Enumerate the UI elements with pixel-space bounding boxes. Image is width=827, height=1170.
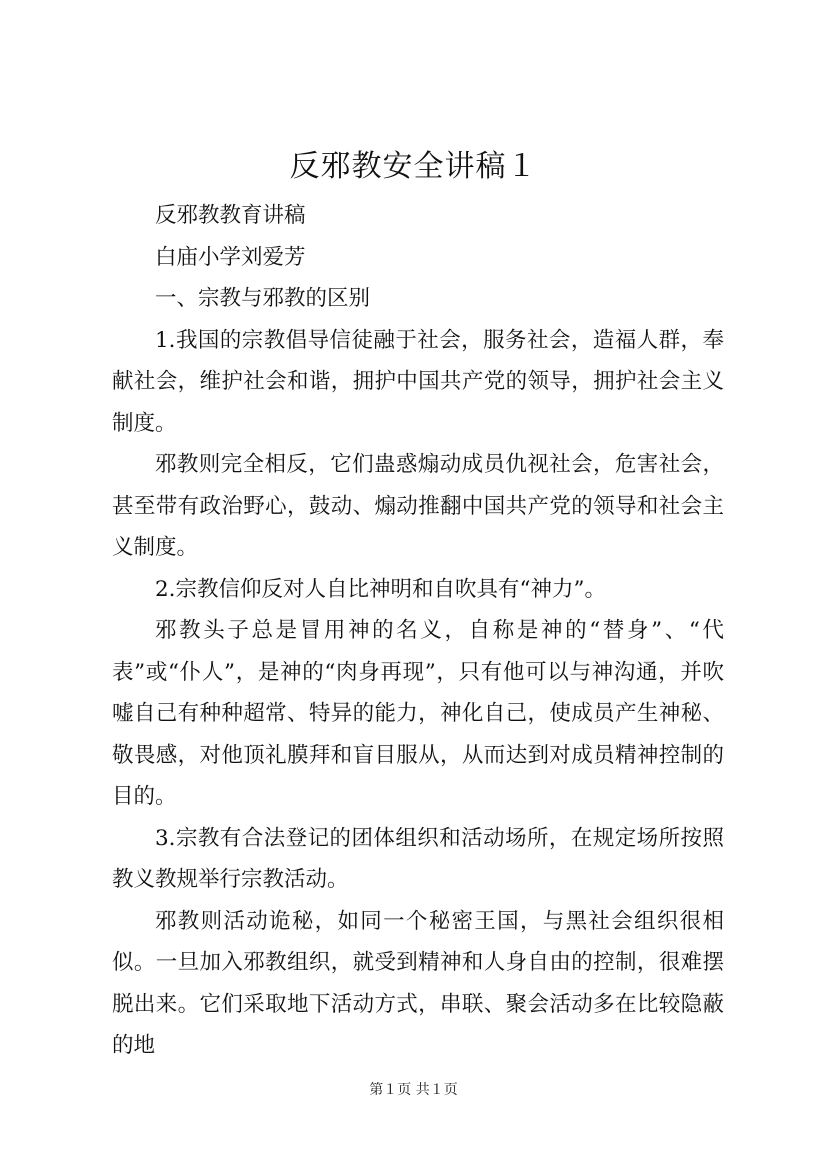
paragraph: 2.宗教信仰反对人自比神明和自吹具有“神力”。 <box>155 576 606 602</box>
paragraph-subtitle: 反邪教教育讲稿 <box>155 203 306 228</box>
document-body <box>112 195 724 1067</box>
section-heading: 一、宗教与邪教的区别 <box>155 286 371 311</box>
paragraph-author: 白庙小学刘爱芳 <box>155 244 306 270</box>
paragraph: 邪教头子总是冒用神的名义，自称是神的“替身”、“代表”或“仆人”，是神的“肉身再现”，只有他可以与神沟通，并吹嘘自己有种种超常、特异的能力，神化自己，使成员产生神秘、敬畏感，对他顶礼膜拜和盲目服从，从而达到对成员精神控制的目的。 <box>112 618 724 809</box>
paragraph: 邪教则完全相反，它们蛊惑煽动成员仇视社会，危害社会，甚至带有政治野心，鼓动、煽动推翻中国共产党的领导和社会主义制度。 <box>112 452 724 560</box>
paragraph: 邪教则活动诡秘，如同一个秘密王国，与黑社会组织很相似。一旦加入邪教组织，就受到精神和人身自由的控制，很难摆脱出来。它们采取地下活动方式，串联、聚会活动多在比较隐蔽的地 <box>112 908 724 1058</box>
paragraph: 1.我国的宗教倡导信徒融于社会，服务社会，造福人群，奉献社会，维护社会和谐，拥护中国共产党的领导，拥护社会主义制度。 <box>112 327 724 436</box>
document-title: 反邪教安全讲稿１ <box>289 149 538 184</box>
page-footer: 第１页 共１页 <box>369 1082 458 1098</box>
paragraph: 3.宗教有合法登记的团体组织和活动场所，在规定场所按照教义教规举行宗教活动。 <box>112 825 724 892</box>
